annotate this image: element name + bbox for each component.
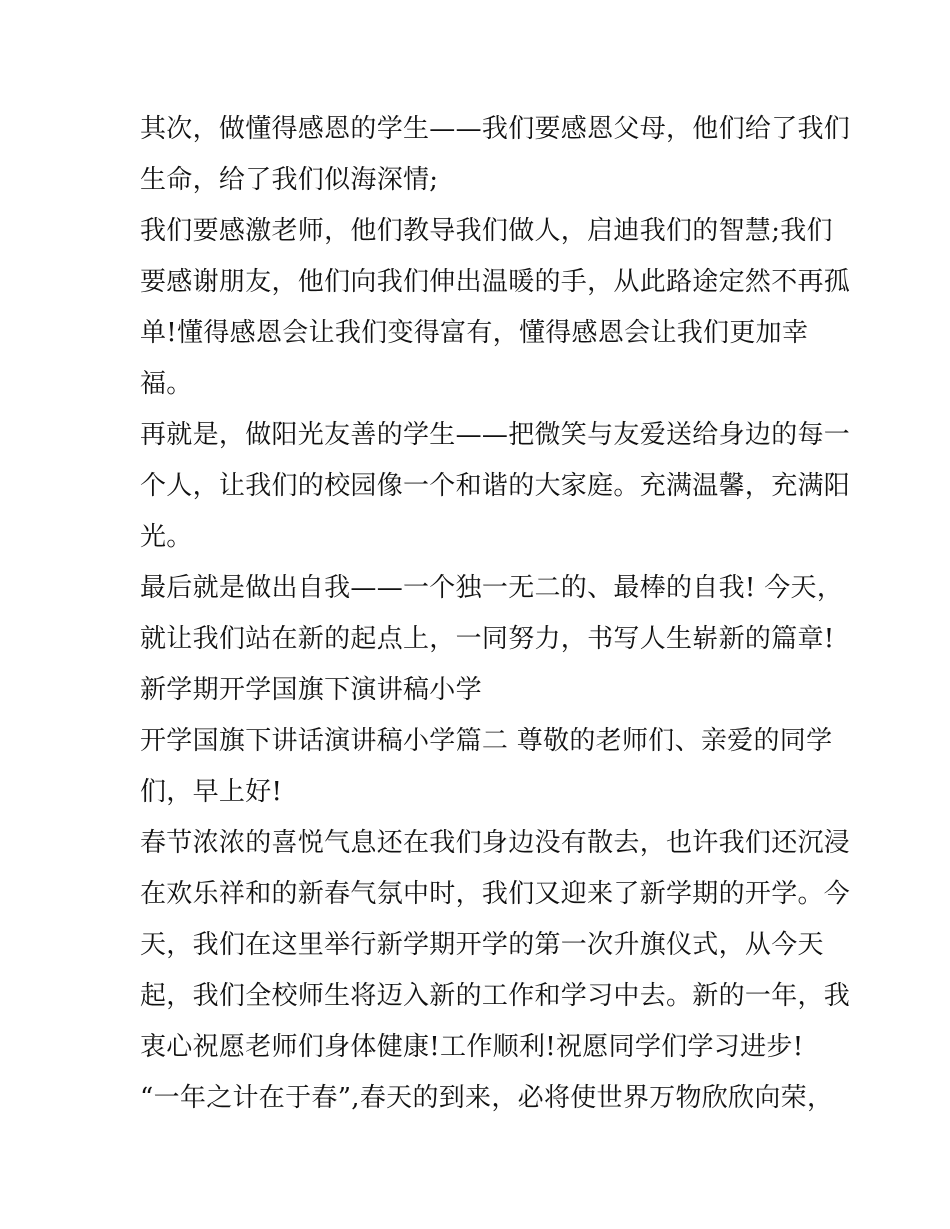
text-line: 光。: [140, 522, 193, 552]
text-line: 新学期开学国旗下演讲稿小学: [140, 675, 482, 705]
text-line: 们，早上好!: [140, 777, 283, 807]
text-line: 天，我们在这里举行新学期开学的第一次升旗仪式，从今天: [140, 930, 824, 960]
text-line: 我们要感激老师，他们教导我们做人，启迪我们的智慧;我们: [140, 216, 833, 246]
text-line: “一年之计在于春”,春天的到来，必将使世界万物欣欣向荣，: [140, 1083, 834, 1113]
text-line: 再就是，做阳光友善的学生——把微笑与友爱送给身边的每一: [140, 420, 851, 450]
text-line: 个人，让我们的校园像一个和谐的大家庭。充满温馨，充满阳: [140, 471, 851, 501]
text-line: 福。: [140, 369, 193, 399]
text-line: 在欢乐祥和的新春气氛中时，我们又迎来了新学期的开学。今: [140, 879, 851, 909]
text-line: 其次，做懂得感恩的学生——我们要感恩父母，他们给了我们: [140, 114, 851, 144]
text-line: 春节浓浓的喜悦气息还在我们身边没有散去，也许我们还沉浸: [140, 828, 851, 858]
text-line: 就让我们站在新的起点上，一同努力，书写人生崭新的篇章!: [140, 624, 835, 654]
text-line: 开学国旗下讲话演讲稿小学篇二 尊敬的老师们、亲爱的同学: [140, 726, 833, 756]
text-line: 起，我们全校师生将迈入新的工作和学习中去。新的一年，我: [140, 981, 851, 1011]
text-line: 生命，给了我们似海深情;: [140, 165, 439, 195]
text-line: 要感谢朋友，他们向我们伸出温暖的手，从此路途定然不再孤: [140, 267, 851, 297]
text-line: 最后就是做出自我——一个独一无二的、最棒的自我! 今天，: [140, 573, 844, 603]
text-line: 单!懂得感恩会让我们变得富有，懂得感恩会让我们更加幸: [140, 318, 809, 348]
text-line: 衷心祝愿老师们身体健康!工作顺利!祝愿同学们学习进步!: [140, 1032, 804, 1062]
